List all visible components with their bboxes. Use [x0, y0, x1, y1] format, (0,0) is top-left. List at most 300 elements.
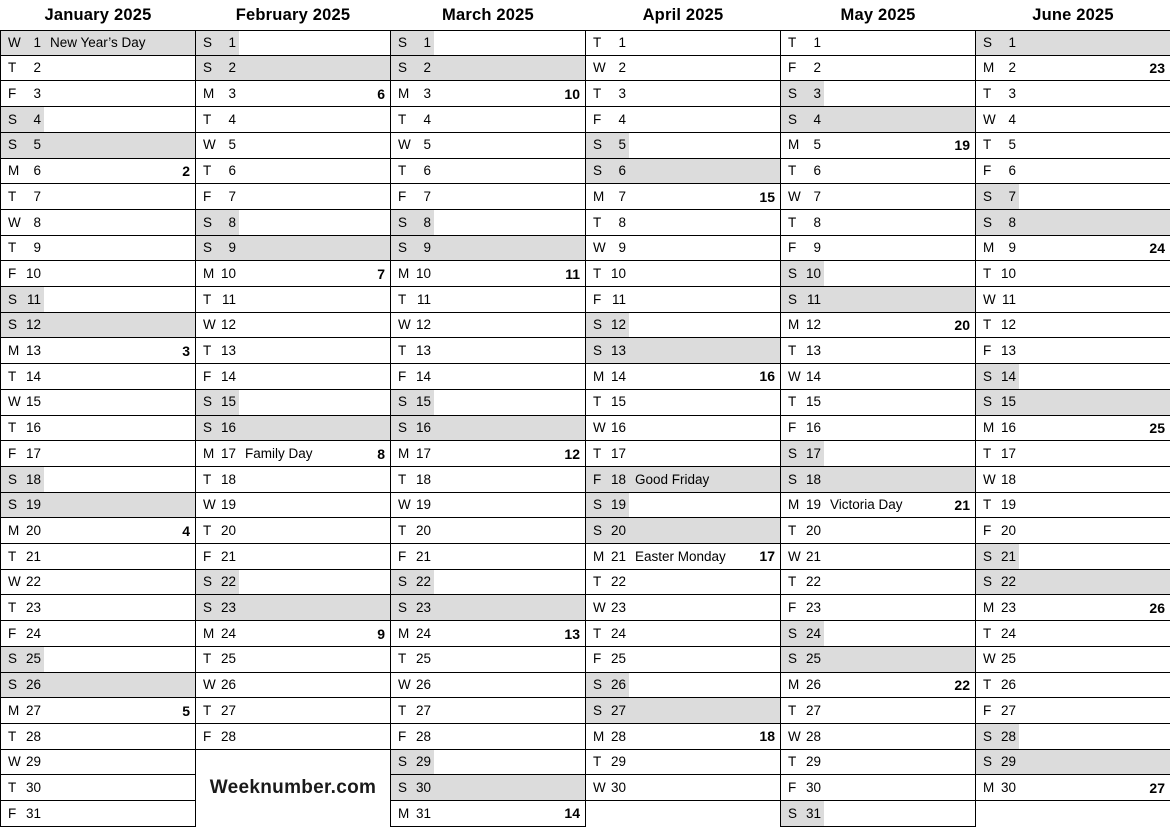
- day-cell: [780, 647, 976, 673]
- day-letter: M: [398, 625, 410, 641]
- day-letter: F: [593, 111, 602, 127]
- day-letter: W: [788, 188, 801, 204]
- day-letter: S: [593, 522, 603, 538]
- day-number: 18: [25, 471, 41, 487]
- day-number: 20: [25, 522, 41, 538]
- day-number: 5: [423, 137, 431, 153]
- day-number: 16: [220, 420, 236, 436]
- day-cell: [780, 390, 976, 416]
- week-number: 15: [759, 188, 775, 205]
- day-number: 6: [33, 163, 41, 179]
- day-cell: [780, 621, 976, 647]
- day-letter: M: [788, 677, 800, 693]
- day-cell: [195, 441, 391, 467]
- day-letter: S: [788, 86, 798, 101]
- day-cell: [975, 621, 1170, 647]
- day-cell: [585, 416, 781, 442]
- day-cell: [975, 570, 1170, 596]
- day-number: 4: [618, 111, 626, 127]
- day-letter: T: [593, 394, 602, 410]
- day-cell: [0, 236, 196, 262]
- day-letter: S: [8, 497, 18, 513]
- day-cell: [975, 56, 1170, 82]
- day-letter: T: [593, 754, 602, 770]
- day-number: 22: [1000, 574, 1016, 590]
- day-number: 7: [1008, 188, 1016, 204]
- day-letter: S: [593, 677, 603, 693]
- day-cell: [390, 570, 586, 596]
- day-number: 1: [423, 35, 431, 51]
- day-letter: T: [983, 317, 992, 333]
- day-number: 25: [415, 651, 431, 667]
- day-letter: S: [398, 779, 408, 795]
- day-number: 13: [220, 343, 236, 359]
- day-number: 26: [25, 677, 41, 693]
- day-cell: [0, 30, 196, 56]
- day-cell: [975, 30, 1170, 56]
- day-cell: [585, 56, 781, 82]
- day-number: 20: [1000, 522, 1016, 538]
- day-letter: S: [203, 240, 213, 256]
- day-cell: [975, 81, 1170, 107]
- day-cell: [0, 544, 196, 570]
- day-letter: S: [788, 651, 798, 667]
- holiday-label: New Year’s Day: [50, 35, 146, 51]
- day-cell: [585, 338, 781, 364]
- day-cell: [780, 724, 976, 750]
- day-letter: T: [203, 111, 212, 127]
- day-cell: [585, 81, 781, 107]
- day-number: 9: [1008, 240, 1016, 256]
- day-letter: M: [788, 317, 800, 333]
- day-letter: T: [8, 728, 17, 744]
- day-cell: [195, 313, 391, 339]
- day-cell: [780, 518, 976, 544]
- day-letter: S: [8, 137, 18, 153]
- day-cell: [0, 724, 196, 750]
- week-number: 8: [377, 445, 385, 462]
- day-cell: [780, 159, 976, 185]
- day-letter: T: [8, 600, 17, 616]
- day-letter: W: [983, 111, 996, 127]
- day-number: 26: [805, 677, 821, 693]
- day-cell: [975, 416, 1170, 442]
- day-cell: [780, 184, 976, 210]
- day-letter: M: [788, 497, 800, 513]
- day-number: 29: [415, 754, 431, 770]
- day-cell: [975, 236, 1170, 262]
- day-number: 19: [220, 497, 236, 513]
- day-cell: [975, 750, 1170, 776]
- month-column: [390, 0, 586, 827]
- day-cell: [390, 493, 586, 519]
- day-cell: [585, 390, 781, 416]
- day-cell: [390, 30, 586, 56]
- day-number: 18: [220, 471, 236, 487]
- day-number: 8: [423, 214, 431, 230]
- day-number: 19: [610, 497, 626, 513]
- day-cell: [390, 261, 586, 287]
- day-letter: S: [8, 317, 18, 333]
- day-letter: T: [398, 111, 407, 127]
- day-number: 28: [805, 728, 821, 744]
- day-number: 1: [618, 35, 626, 51]
- day-cell: [390, 441, 586, 467]
- day-letter: F: [8, 445, 17, 461]
- day-letter: S: [398, 754, 408, 770]
- day-number: 19: [25, 497, 41, 513]
- day-cell: [780, 570, 976, 596]
- day-cell: [195, 133, 391, 159]
- day-cell: [390, 107, 586, 133]
- day-letter: F: [398, 728, 407, 744]
- day-letter: T: [788, 35, 797, 51]
- day-cell: [585, 236, 781, 262]
- day-letter: S: [788, 445, 798, 461]
- day-letter: W: [788, 548, 801, 564]
- day-number: 15: [1000, 394, 1016, 410]
- day-number: 7: [423, 188, 431, 204]
- day-cell: [975, 724, 1170, 750]
- day-letter: M: [398, 86, 410, 101]
- day-cell: [0, 570, 196, 596]
- day-cell: [0, 441, 196, 467]
- day-cell: [585, 210, 781, 236]
- day-letter: T: [398, 343, 407, 359]
- day-cell: [0, 107, 196, 133]
- day-letter: T: [8, 420, 17, 436]
- day-number: 20: [415, 522, 431, 538]
- day-letter: S: [788, 291, 798, 307]
- day-number: 11: [1001, 291, 1016, 307]
- day-cell: [585, 364, 781, 390]
- month-title: May 2025: [840, 5, 916, 24]
- day-number: 9: [618, 240, 626, 256]
- day-cell: [390, 364, 586, 390]
- day-letter: T: [398, 522, 407, 538]
- day-number: 17: [25, 445, 41, 461]
- day-number: 6: [813, 163, 821, 179]
- day-cell: [975, 338, 1170, 364]
- day-number: 5: [33, 137, 41, 153]
- day-number: 24: [25, 625, 41, 641]
- day-cell: [390, 416, 586, 442]
- day-letter: W: [788, 728, 801, 744]
- day-number: 15: [415, 394, 431, 410]
- day-number: 5: [618, 137, 626, 153]
- day-letter: T: [398, 291, 407, 307]
- day-cell: [780, 338, 976, 364]
- day-number: 21: [1000, 548, 1016, 564]
- day-cell: [390, 210, 586, 236]
- day-letter: T: [8, 548, 17, 564]
- day-letter: M: [203, 265, 215, 281]
- day-cell: [975, 595, 1170, 621]
- day-letter: F: [983, 163, 992, 179]
- day-cell: [585, 159, 781, 185]
- day-letter: S: [203, 394, 213, 410]
- day-cell: [195, 595, 391, 621]
- day-cell: [0, 338, 196, 364]
- day-number: 26: [610, 677, 626, 693]
- day-number: 10: [415, 265, 431, 281]
- day-cell: [195, 647, 391, 673]
- day-cell: [780, 56, 976, 82]
- day-letter: S: [593, 497, 603, 513]
- day-letter: S: [398, 600, 408, 616]
- day-letter: M: [203, 86, 215, 101]
- day-cell: [975, 261, 1170, 287]
- day-number: 21: [25, 548, 41, 564]
- day-letter: S: [398, 214, 408, 230]
- day-number: 2: [618, 60, 626, 76]
- day-cell: [0, 518, 196, 544]
- day-letter: M: [593, 188, 605, 204]
- day-number: 20: [805, 522, 821, 538]
- day-cell: [195, 261, 391, 287]
- day-letter: T: [788, 214, 797, 230]
- day-letter: W: [983, 291, 996, 307]
- day-cell: [780, 493, 976, 519]
- day-letter: W: [593, 240, 606, 256]
- footer-area: [195, 750, 391, 827]
- day-number: 7: [228, 188, 236, 204]
- month-column: [195, 0, 391, 827]
- day-cell: [975, 364, 1170, 390]
- month-title: April 2025: [642, 5, 724, 24]
- day-number: 2: [813, 60, 821, 76]
- day-number: 26: [1000, 677, 1016, 693]
- day-cell: [0, 364, 196, 390]
- day-cell: [390, 56, 586, 82]
- day-letter: T: [788, 343, 797, 359]
- day-cell: [390, 673, 586, 699]
- day-number: 22: [25, 574, 41, 590]
- day-letter: T: [203, 651, 212, 667]
- day-cell: [195, 338, 391, 364]
- day-cell: [780, 236, 976, 262]
- day-letter: T: [593, 574, 602, 590]
- day-letter: T: [398, 702, 407, 718]
- day-letter: S: [398, 60, 408, 76]
- day-number: 4: [33, 111, 41, 127]
- day-cell: [585, 544, 781, 570]
- day-letter: S: [8, 677, 18, 693]
- day-cell: [585, 775, 781, 801]
- day-number: 24: [1000, 625, 1016, 641]
- day-letter: S: [593, 702, 603, 718]
- day-cell: [780, 750, 976, 776]
- day-letter: W: [398, 137, 411, 153]
- day-cell: [585, 750, 781, 776]
- month-column: [585, 0, 781, 827]
- day-number: 16: [610, 420, 626, 436]
- day-letter: T: [593, 625, 602, 641]
- day-number: 15: [805, 394, 821, 410]
- day-cell: [0, 56, 196, 82]
- day-letter: T: [788, 394, 797, 410]
- day-number: 3: [1008, 86, 1016, 101]
- day-cell: [195, 544, 391, 570]
- day-cell: [780, 544, 976, 570]
- day-letter: S: [398, 420, 408, 436]
- day-cell: [195, 81, 391, 107]
- day-number: 10: [220, 265, 236, 281]
- day-number: 2: [33, 60, 41, 76]
- day-letter: T: [593, 86, 602, 101]
- day-number: 30: [805, 779, 821, 795]
- day-letter: S: [788, 265, 798, 281]
- day-number: 6: [228, 163, 236, 179]
- day-letter: T: [8, 368, 17, 384]
- day-number: 17: [805, 445, 821, 461]
- week-number: 12: [564, 445, 580, 462]
- day-letter: S: [788, 111, 798, 127]
- day-cell: [195, 724, 391, 750]
- day-letter: W: [593, 60, 606, 76]
- week-number: 5: [182, 702, 190, 719]
- month-column: [780, 0, 976, 827]
- day-cell: [390, 467, 586, 493]
- day-cell: [585, 595, 781, 621]
- day-number: 23: [220, 600, 236, 616]
- day-cell: [0, 184, 196, 210]
- day-number: 10: [805, 265, 821, 281]
- day-cell: [975, 390, 1170, 416]
- day-letter: S: [983, 368, 993, 384]
- day-cell: [0, 595, 196, 621]
- day-letter: T: [983, 137, 992, 153]
- day-number: 6: [618, 163, 626, 179]
- day-number: 23: [805, 600, 821, 616]
- day-cell: [390, 390, 586, 416]
- day-number: 30: [25, 779, 41, 795]
- day-cell: [585, 724, 781, 750]
- week-number: 10: [564, 85, 580, 102]
- day-number: 15: [25, 394, 41, 410]
- day-number: 11: [611, 291, 626, 307]
- day-letter: F: [203, 548, 212, 564]
- day-cell: [195, 673, 391, 699]
- day-cell: [585, 493, 781, 519]
- month-title: June 2025: [1032, 5, 1114, 24]
- day-number: 28: [610, 728, 626, 744]
- day-letter: T: [593, 214, 602, 230]
- day-letter: F: [398, 548, 407, 564]
- day-number: 22: [415, 574, 431, 590]
- day-cell: [0, 313, 196, 339]
- day-letter: S: [203, 420, 213, 436]
- day-cell: [585, 313, 781, 339]
- day-cell: [585, 698, 781, 724]
- day-number: 16: [805, 420, 821, 436]
- day-letter: W: [8, 574, 21, 590]
- week-number: 19: [954, 137, 970, 154]
- day-letter: W: [398, 497, 411, 513]
- day-letter: S: [398, 394, 408, 410]
- day-letter: S: [398, 574, 408, 590]
- holiday-label: Family Day: [245, 445, 313, 461]
- day-letter: T: [8, 60, 17, 76]
- week-number: 24: [1149, 239, 1165, 256]
- day-letter: S: [398, 35, 408, 51]
- day-cell: [975, 313, 1170, 339]
- day-cell: [390, 184, 586, 210]
- day-number: 19: [415, 497, 431, 513]
- day-letter: S: [8, 651, 18, 667]
- day-number: 7: [33, 188, 41, 204]
- holiday-label: Victoria Day: [830, 497, 903, 513]
- day-cell: [390, 81, 586, 107]
- day-number: 29: [610, 754, 626, 770]
- day-letter: S: [983, 574, 993, 590]
- day-number: 4: [813, 111, 821, 127]
- day-number: 29: [1000, 754, 1016, 770]
- day-letter: S: [983, 214, 993, 230]
- day-number: 22: [220, 574, 236, 590]
- day-letter: W: [983, 651, 996, 667]
- day-cell: [195, 210, 391, 236]
- day-number: 19: [805, 497, 821, 513]
- day-letter: M: [593, 368, 605, 384]
- day-letter: F: [398, 368, 407, 384]
- day-number: 5: [1008, 137, 1016, 153]
- day-letter: S: [788, 625, 798, 641]
- day-number: 3: [33, 86, 41, 101]
- day-cell: [975, 698, 1170, 724]
- day-number: 11: [221, 291, 236, 307]
- day-letter: W: [8, 35, 21, 51]
- day-number: 14: [25, 368, 41, 384]
- day-letter: T: [983, 677, 992, 693]
- day-number: 2: [423, 60, 431, 76]
- day-letter: F: [788, 779, 797, 795]
- week-number: 4: [182, 522, 190, 539]
- day-letter: S: [983, 548, 993, 564]
- day-number: 14: [220, 368, 236, 384]
- day-cell: [0, 133, 196, 159]
- day-cell: [975, 107, 1170, 133]
- day-cell: [390, 698, 586, 724]
- day-number: 18: [610, 471, 626, 487]
- day-number: 9: [33, 240, 41, 256]
- day-number: 4: [228, 111, 236, 127]
- month-title: January 2025: [44, 5, 152, 24]
- day-cell: [975, 673, 1170, 699]
- day-cell: [585, 30, 781, 56]
- week-number: 22: [954, 676, 970, 693]
- day-cell: [780, 107, 976, 133]
- day-letter: M: [398, 265, 410, 281]
- day-number: 7: [618, 188, 626, 204]
- day-cell: [195, 570, 391, 596]
- day-cell: [585, 621, 781, 647]
- day-letter: W: [593, 779, 606, 795]
- day-letter: W: [203, 677, 216, 693]
- week-number: 23: [1149, 60, 1165, 77]
- day-number: 21: [415, 548, 431, 564]
- day-letter: S: [8, 111, 18, 127]
- day-cell: [0, 673, 196, 699]
- day-letter: F: [788, 240, 797, 256]
- day-number: 11: [416, 291, 431, 307]
- day-cell: [975, 647, 1170, 673]
- day-letter: T: [203, 471, 212, 487]
- day-number: 18: [1000, 471, 1016, 487]
- day-number: 16: [415, 420, 431, 436]
- day-cell: [0, 261, 196, 287]
- day-letter: M: [398, 805, 410, 821]
